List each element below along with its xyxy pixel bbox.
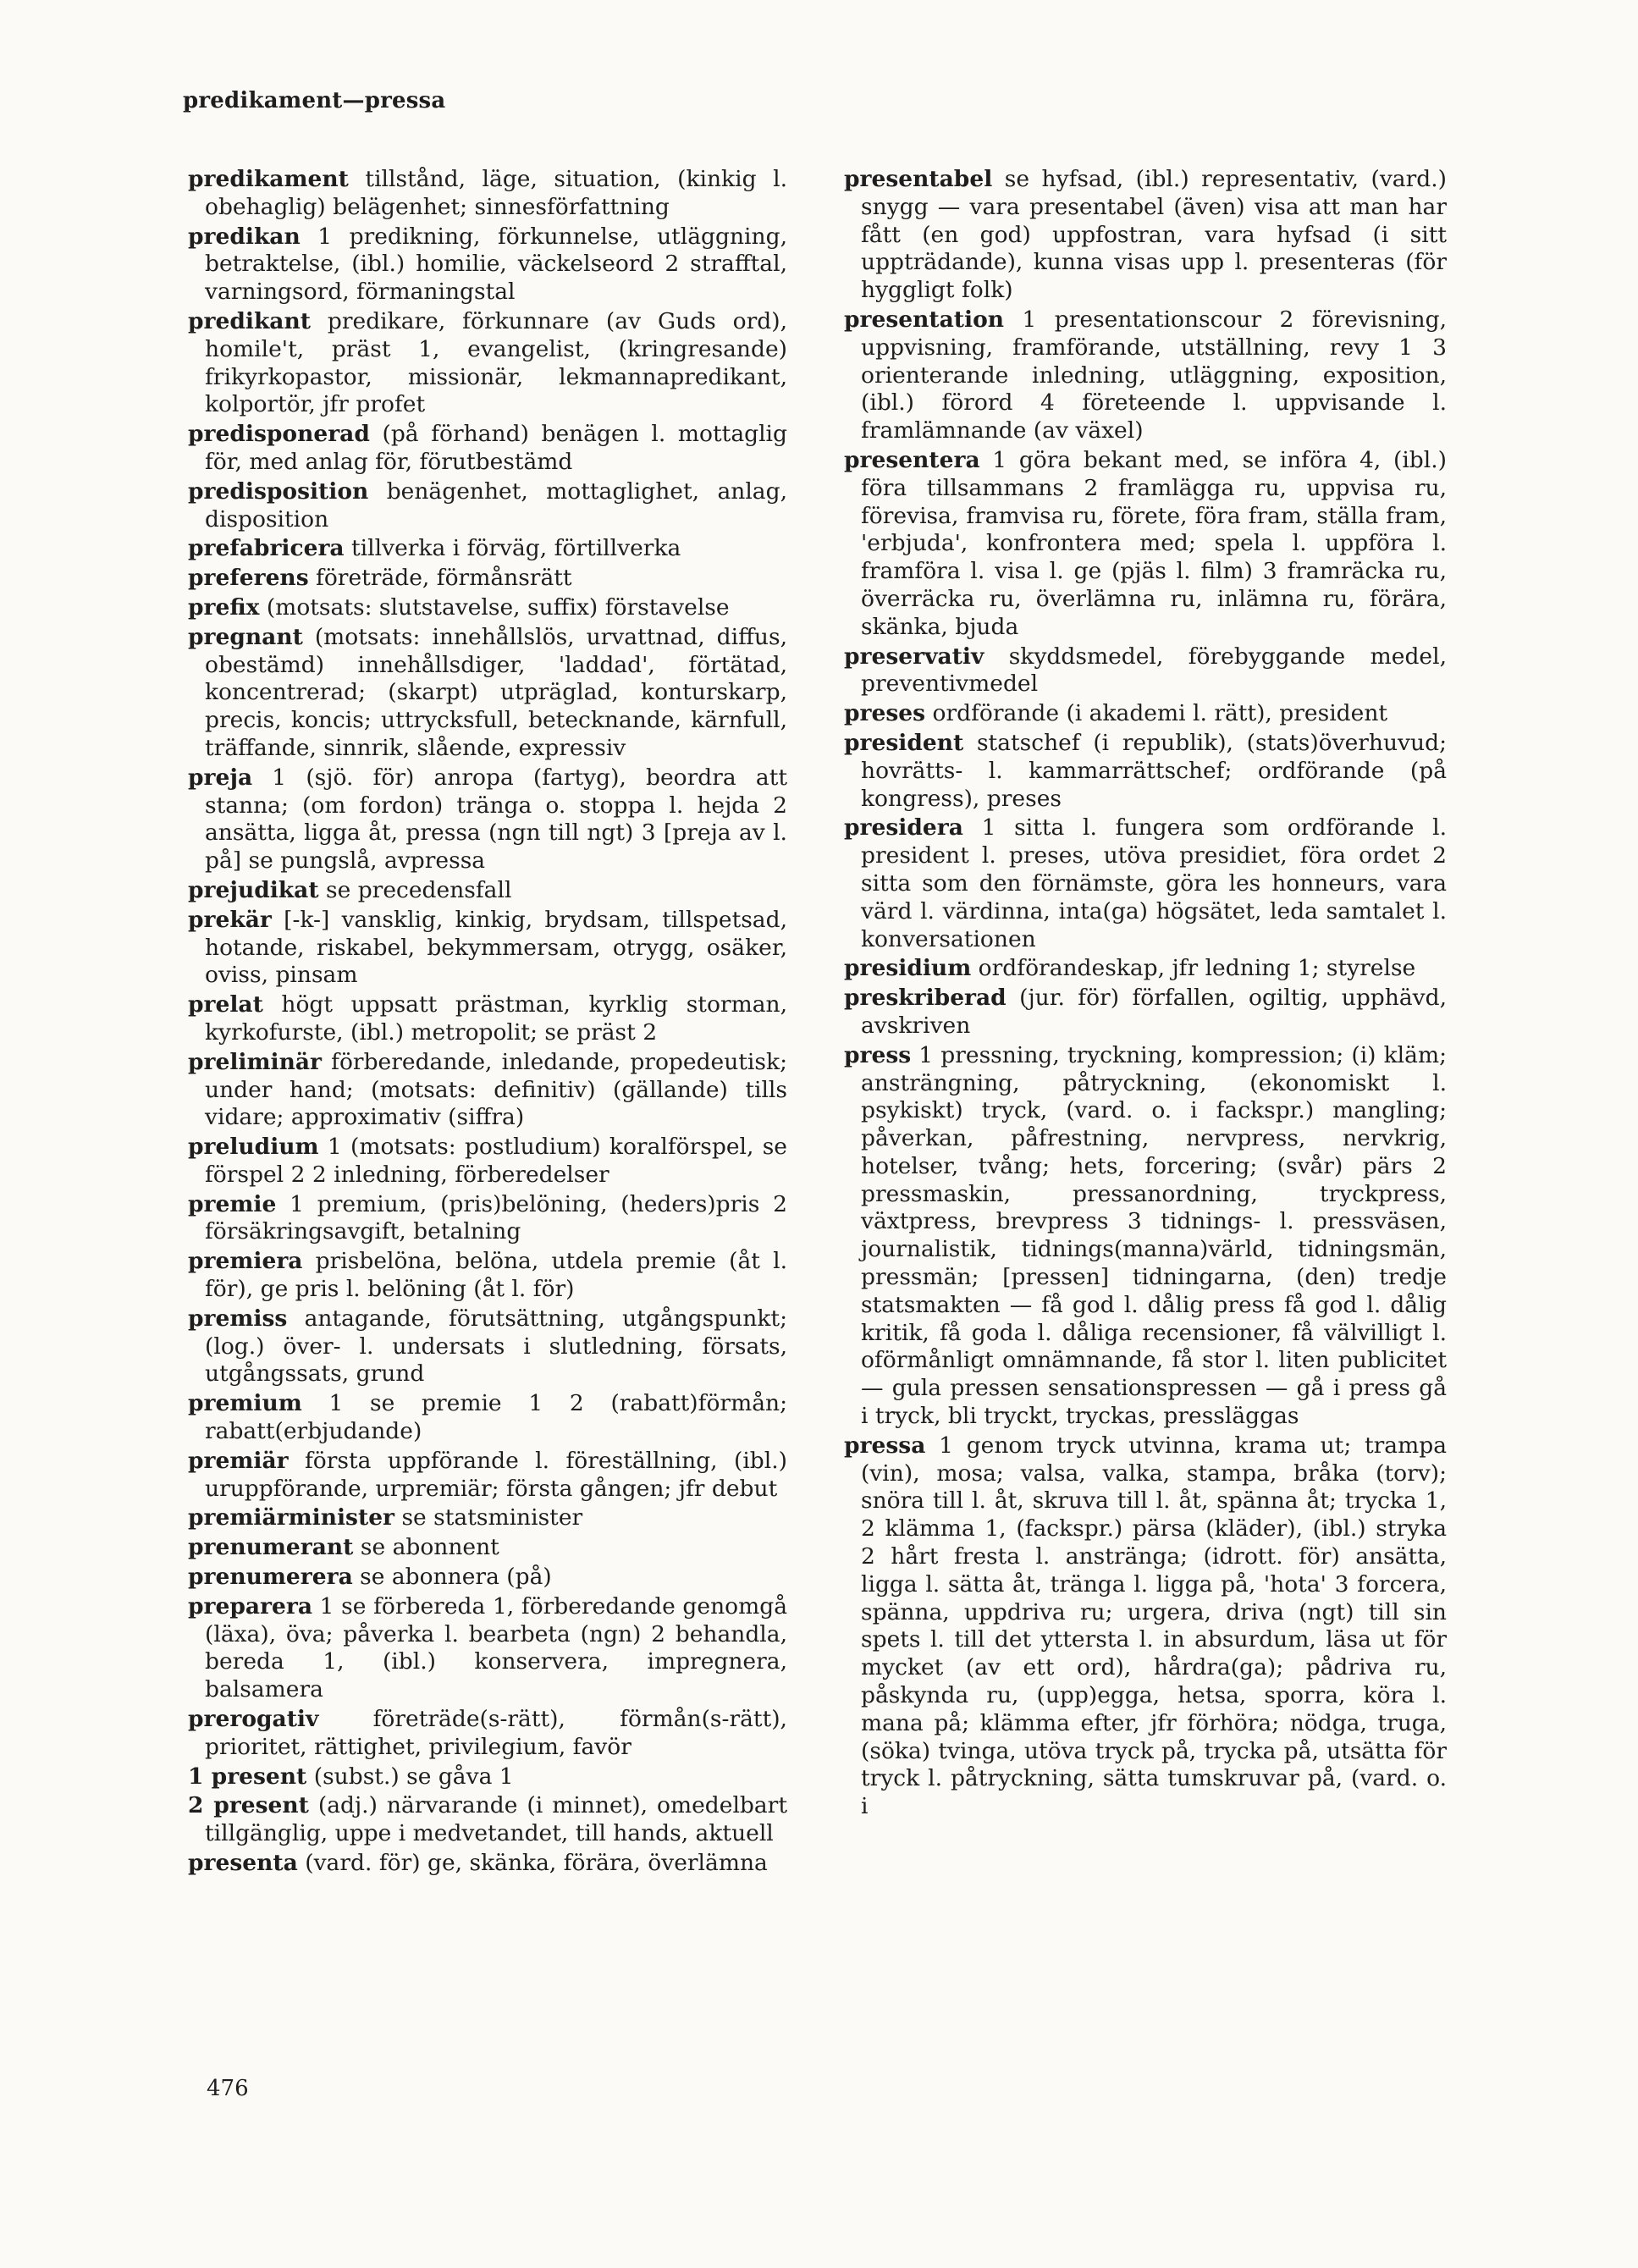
dictionary-entry: [188, 1448, 787, 1504]
definition: 1 predikning, förkunnelse, utläggning, betraktelse, (ibl.) homilie, väckelseord 2 strafftal, varningsord, förmaningstal: [205, 223, 787, 306]
headword: prerogativ: [188, 1706, 319, 1733]
dictionary-entry: [844, 700, 1447, 728]
definition: 1 se förbereda 1, förberedande genomgå (läxa), öva; påverka l. bearbeta (ngn) 2 behandla, bereda 1, (ibl.) konservera, impregnera, balsamera: [205, 1592, 787, 1703]
dictionary-entry: [844, 643, 1447, 699]
definition: predikare, förkunnare (av Guds ord), homile't, präst 1, evangelist, (kringresande) frikyrkopastor, missionär, lekmannapredikant, kolportör, jfr profet: [205, 307, 787, 418]
definition: 1 premium, (pris)belöning, (heders)pris 2 försäkringsavgift, betalning: [205, 1190, 787, 1245]
dictionary-entry: [188, 166, 787, 222]
definition: benägenhet, mottaglighet, anlag, disposition: [205, 477, 787, 533]
definition: (vard. för) ge, skänka, förära, överlämna: [297, 1850, 768, 1877]
definition: förberedande, inledande, propedeutisk; under hand; (motsats: definitiv) (gällande) tills vidare; approximativ (siffra): [205, 1048, 787, 1131]
dictionary-entry: [844, 447, 1447, 642]
definition: prisbelöna, belöna, utdela premie (åt l. för), ge pris l. belöning (åt l. för): [205, 1248, 787, 1303]
definition: första uppförande l. föreställning, (ibl.) uruppförande, urpremiär; första gången; jfr debut: [205, 1447, 787, 1502]
definition: 1 presentationscour 2 förevisning, uppvisning, framförande, utställning, revy 1 3 orienterande inledning, utläggning, exposition, (ibl.) förord 4 företeende l. uppvisande l. framlämnande (av växel): [861, 306, 1447, 444]
dictionary-entry: [188, 1134, 787, 1189]
headword: prekär: [188, 906, 272, 933]
definition: (subst.) se gåva 1: [306, 1763, 514, 1790]
definition: företräde(s-rätt), förmån(s-rätt), prioritet, rättighet, privilegium, favör: [205, 1706, 787, 1760]
definition: tillverka i förväg, förtillverka: [344, 535, 681, 562]
dictionary-entry: [844, 306, 1447, 445]
dictionary-entry: [188, 223, 787, 306]
dictionary-entry: [844, 955, 1447, 983]
headword: premie: [188, 1190, 277, 1217]
definition: (på förhand) benägen l. mottaglig för, med anlag för, förutbestämd: [205, 421, 787, 475]
definition: 1 genom tryck utvinna, krama ut; trampa (vin), mosa; valsa, valka, stampa, bråka (torv); snöra till l. åt, skruva till l. åt, spänna åt; trycka 1, 2 klämma 1, (fackspr.) pärsa (kläder), (ibl.) stryka 2 hårt fresta l. anstränga; (idrott. för) ansätta, ligga l. sätta åt, tränga l. ligga på, 'hota' 3 forcera, spänna, uppdriva ru; urgera, driva (ngt) till sin spets l. till det yttersta l. in absurdum, läsa ut för mycket (av ett ord), hårdra(ga); pådriva ru, påskynda ru, (upp)egga, hetsa, sporra, köra l. mana på; klämma efter, jfr förhöra; nödga, truga, (söka) tvinga, utöva tryck på, trycka på, utsätta för tryck l. påtryckning, sätta tumskruvar på, (vard. o. i: [861, 1432, 1447, 1820]
headword: premiera: [188, 1248, 303, 1275]
definition: 1 se premie 1 2 (rabatt)förmån; rabatt(erbjudande): [205, 1390, 787, 1445]
dictionary-entry: [188, 877, 787, 905]
headword: predikant: [188, 307, 311, 334]
headword: pregnant: [188, 623, 303, 650]
definition: 1 sitta l. fungera som ordförande l. president l. preses, utöva presidiet, föra ordet 2 sitta som den förnämste, göra les honneurs, vara värd l. värdinna, inta(ga) högsätet, leda samtalet l. konversationen: [861, 814, 1447, 952]
headword: premium: [188, 1390, 302, 1417]
headword: prefabricera: [188, 535, 345, 562]
headword: predisponerad: [188, 421, 370, 448]
headword: press: [844, 1041, 912, 1068]
dictionary-entry: [188, 1248, 787, 1304]
dictionary-entry: [188, 1850, 787, 1878]
headword: predikament: [188, 166, 349, 192]
headword: prelat: [188, 991, 263, 1018]
headword: prenumerant: [188, 1534, 354, 1561]
headword: preses: [844, 700, 926, 727]
headword: preja: [188, 764, 253, 791]
headword: preludium: [188, 1134, 319, 1161]
dictionary-entry: [188, 1593, 787, 1704]
dictionary-entry: [188, 478, 787, 534]
headword: preservativ: [844, 643, 984, 670]
dictionary-entry: [188, 624, 787, 763]
definition: (adj.) närvarande (i minnet), omedelbart tillgänglig, uppe i medvetandet, till hands, aktuell: [205, 1792, 787, 1847]
definition: (motsats: slutstavelse, suffix) förstavelse: [259, 593, 730, 621]
dictionary-entry: [188, 1191, 787, 1247]
headword: prejudikat: [188, 876, 319, 903]
definition: 1 göra bekant med, se införa 4, (ibl.) föra tillsammans 2 framlägga ru, uppvisa ru, förevisa, framvisa ru, förete, föra fram, ställa fram, 'erbjuda', konfrontera med; spela l. uppföra l. framföra l. visa l. ge (pjäs l. film) 3 framräcka ru, överräcka ru, överlämna ru, inlämna ru, förära, skänka, bjuda: [861, 446, 1447, 640]
dictionary-entry: [844, 985, 1447, 1040]
headword: presenta: [188, 1850, 298, 1877]
headword: prefix: [188, 593, 260, 621]
definition: företräde, förmånsrätt: [308, 565, 572, 592]
definition: högt uppsatt prästman, kyrklig storman, kyrkofurste, (ibl.) metropolit; se präst 2: [205, 991, 787, 1046]
definition: ordförande (i akademi l. rätt), president: [925, 700, 1388, 727]
dictionary-entry: [188, 421, 787, 477]
headword: preferens: [188, 565, 309, 592]
dictionary-entry: [188, 1706, 787, 1762]
headword: premiärminister: [188, 1504, 395, 1531]
headword: presentation: [844, 306, 1005, 333]
headword: presentabel: [844, 166, 993, 192]
dictionary-entry: [844, 1042, 1447, 1431]
headword: preskriberad: [844, 985, 1007, 1012]
definition: se precedensfall: [318, 876, 512, 903]
dictionary-entry: [188, 594, 787, 622]
dictionary-entry: [188, 991, 787, 1047]
definition: antagande, förutsättning, utgångspunkt; (log.) över- l. undersats i slutledning, försats, utgångssats, grund: [205, 1305, 787, 1388]
dictionary-entry: [188, 764, 787, 875]
headword: prenumerera: [188, 1564, 353, 1591]
right-column: [844, 166, 1447, 1823]
headword: preparera: [188, 1592, 313, 1620]
definition: se abonnent: [353, 1534, 499, 1561]
dictionary-entry: [844, 730, 1447, 813]
dictionary-entry: [188, 1504, 787, 1532]
headword: preliminär: [188, 1048, 322, 1075]
definition: [-k-] vansklig, kinkig, brydsam, tillspetsad, hotande, riskabel, bekymmersam, otrygg, osäker, oviss, pinsam: [205, 906, 787, 989]
definition: se hyfsad, (ibl.) representativ, (vard.) snygg — vara presentabel (även) visa att man har fått (en god) uppfostran, vara hyfsad (i sitt uppträdande), kunna visas upp l. presenteras (för hyggligt folk): [861, 166, 1447, 304]
left-column: [188, 166, 787, 1879]
headword: predisposition: [188, 477, 369, 505]
headword: pressa: [844, 1432, 926, 1459]
headword: president: [844, 729, 964, 756]
headword: premiär: [188, 1447, 289, 1474]
headword: presentera: [844, 446, 980, 473]
dictionary-entry: [844, 814, 1447, 953]
headword: 1 present: [188, 1763, 307, 1790]
dictionary-entry: [188, 907, 787, 990]
definition: (motsats: innehållslös, urvattnad, diffus, obestämd) innehållsdiger, 'laddad', förtätad, koncentrerad; (skarpt) utpräglad, konturskarp, precis, koncis; uttrycksfull, betecknande, kärnfull, träffande, sinnrik, slående, expressiv: [205, 623, 787, 761]
definition: statschef (i republik), (stats)överhuvud; hovrätts- l. kammarrättschef; ordförande (på kongress), preses: [861, 729, 1447, 812]
headword: 2 present: [188, 1792, 309, 1819]
definition: 1 (motsats: postludium) koralförspel, se förspel 2 2 inledning, förberedelser: [205, 1134, 787, 1188]
dictionary-entry: [188, 1792, 787, 1848]
dictionary-entry: [188, 565, 787, 593]
dictionary-entry: [844, 1432, 1447, 1821]
definition: ordförandeskap, jfr ledning 1; styrelse: [971, 955, 1416, 982]
running-head: predikament—pressa: [183, 88, 446, 113]
dictionary-entry: [188, 1763, 787, 1791]
headword: presidium: [844, 955, 972, 982]
dictionary-entry: [188, 1564, 787, 1592]
dictionary-entry: [188, 535, 787, 563]
headword: presidera: [844, 814, 963, 842]
dictionary-entry: [188, 1390, 787, 1446]
dictionary-entry: [188, 1049, 787, 1132]
dictionary-entry: [844, 166, 1447, 305]
definition: tillstånd, läge, situation, (kinkig l. obehaglig) belägenhet; sinnesförfattning: [205, 166, 787, 220]
dictionary-entry: [188, 1305, 787, 1388]
page-number: 476: [207, 2076, 249, 2101]
definition: 1 (sjö. för) anropa (fartyg), beordra att stanna; (om fordon) tränga o. stoppa l. hejda 2 ansätta, ligga åt, pressa (ngn till ngt) 3 [preja av l. på] se pungslå, avpressa: [205, 764, 787, 875]
definition: skyddsmedel, förebyggande medel, preventivmedel: [861, 643, 1447, 698]
headword: premiss: [188, 1305, 288, 1332]
dictionary-entry: [188, 308, 787, 419]
definition: (jur. för) förfallen, ogiltig, upphävd, avskriven: [861, 985, 1447, 1039]
dictionary-entry: [188, 1534, 787, 1562]
definition: se statsminister: [394, 1504, 583, 1531]
headword: predikan: [188, 223, 301, 250]
definition: se abonnera (på): [352, 1564, 552, 1591]
definition: 1 pressning, tryckning, kompression; (i) kläm; ansträngning, påtryckning, (ekonomiskt l. psykiskt) tryck, (vard. o. i fackspr.) mangling; påverkan, påfrestning, nervpress, nervkrig, hotelser, tvång; hets, forcering; (svår) pärs 2 pressmaskin, pressanordning, tryckpress, växtpress, brevpress 3 tidnings- l. pressväsen, journalistik, tidnings(manna)värld, tidningsmän, pressmän; [pressen] tidningarna, (den) tredje statsmakten — få god l. dålig press få god l. dålig kritik, få goda l. dåliga recensioner, få välvilligt l. oförmånligt omnämnande, få stor l. liten publicitet — gula pressen sensationspressen — gå i press gå i tryck, bli tryckt, tryckas, pressläggas: [861, 1041, 1447, 1430]
